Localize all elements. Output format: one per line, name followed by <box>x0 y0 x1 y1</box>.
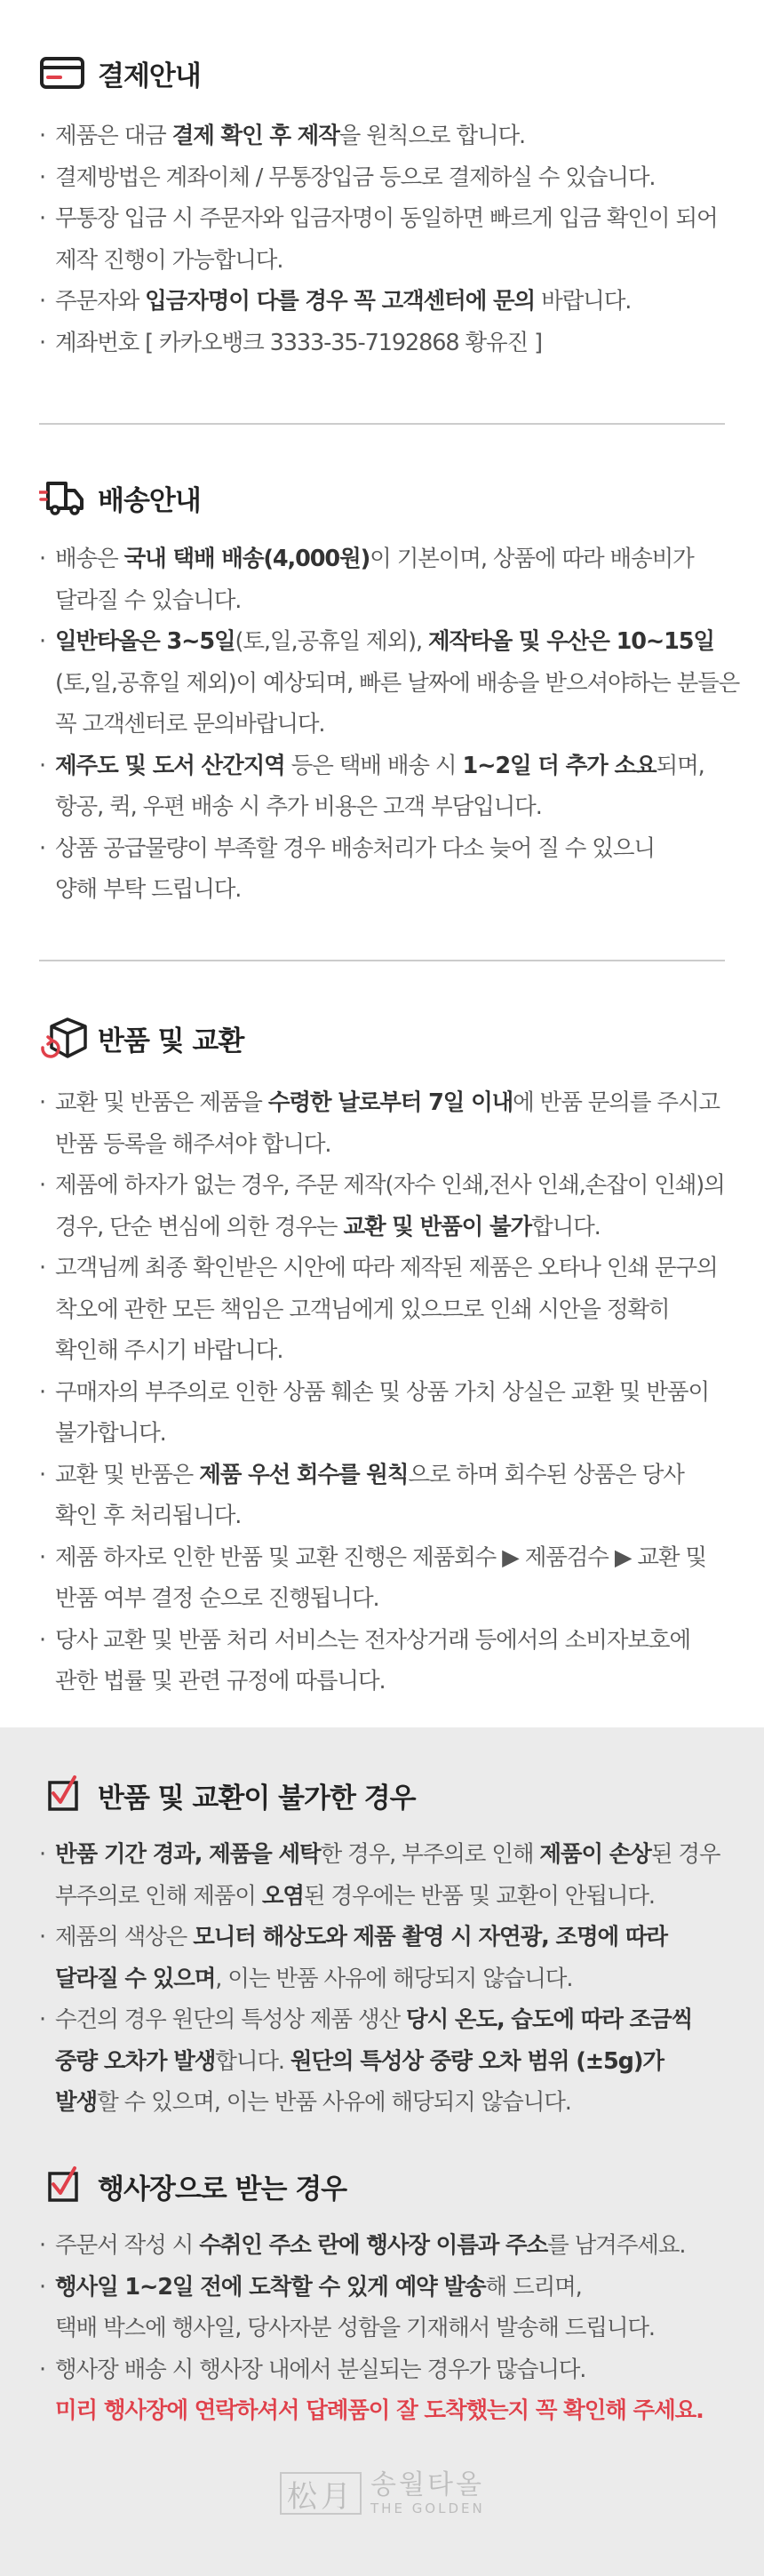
text-run: (토,일,공휴일 제외)이 예상되며, 빠른 날짜에 배송을 받으셔야하는 분들은 <box>55 669 740 697</box>
text-run: 등은 택배 배송 시 <box>284 752 463 779</box>
list-item <box>39 1620 725 1703</box>
list-item-line <box>55 1917 725 1958</box>
list-item-line <box>55 2082 725 2124</box>
text-run: 교환 및 반품은 <box>55 1461 200 1488</box>
bold-text: 국내 택배 배송(4,000원) <box>123 546 370 572</box>
bold-text: 제품 우선 회수를 원칙 <box>199 1461 409 1488</box>
payment-header <box>39 46 725 100</box>
text-run: 항공, 퀵, 우편 배송 시 추가 비용은 고객 부담입니다. <box>55 794 542 820</box>
list-item-line <box>55 1834 725 1876</box>
returns-title: 반품 및 교환 <box>98 1025 244 1057</box>
list-item-line <box>55 1661 725 1703</box>
text-run: 제품의 색상은 <box>55 1924 194 1950</box>
shipping-list <box>39 538 740 911</box>
list-item <box>39 828 725 911</box>
list-item-line <box>55 1289 725 1331</box>
list-item-line <box>55 2225 725 2267</box>
returns-header <box>39 1011 725 1065</box>
text-run: 바랍니다. <box>535 288 632 315</box>
list-item <box>39 1917 725 1999</box>
logo-names <box>370 2470 485 2516</box>
logo-mark: 松月 <box>280 2472 362 2515</box>
list-item-line <box>55 1330 725 1372</box>
list-item-line <box>55 1372 725 1414</box>
text-run: 제품에 하자가 없는 경우, 주문 제작(자수 인쇄,전사 인쇄,손잡이 인쇄)의 <box>55 1172 725 1199</box>
list-item-line <box>55 828 725 870</box>
list-item-line <box>55 1082 725 1124</box>
text-run: 된 경우 <box>650 1841 720 1868</box>
list-item-line <box>55 2349 725 2391</box>
divider-1 <box>39 423 725 425</box>
list-item-line <box>55 1413 725 1455</box>
bold-text: 입금자명이 다를 경우 꼭 고객센터에 문의 <box>145 288 536 315</box>
list-item-line <box>55 281 725 323</box>
delivery-truck-icon <box>39 473 89 522</box>
text-run: 확인 후 처리됩니다. <box>55 1503 242 1529</box>
bold-text: 중량 오차가 발생 <box>55 2047 216 2075</box>
text-run: 배송은 <box>55 546 124 572</box>
shipping-header <box>39 471 725 524</box>
text-run: 결제방법은 계좌이체 / 무통장입금 등으로 결제하실 수 있습니다. <box>55 163 656 191</box>
list-item <box>39 1455 725 1537</box>
text-run: 꼭 고객센터로 문의바랍니다. <box>55 711 325 738</box>
text-run: 무통장 입금 시 주문자와 입금자명이 동일하면 빠르게 입금 확인이 되어 <box>55 205 718 232</box>
not-allowed-list <box>39 1834 725 2124</box>
text-run: 당사 교환 및 반품 처리 서비스는 전자상거래 등에서의 소비자보호에 <box>55 1626 690 1654</box>
bold-text: 결제 확인 후 제작 <box>171 123 339 149</box>
bold-text: 제작타올 및 우산은 10~15일 <box>428 628 714 655</box>
text-run: 을 원칙으로 합니다. <box>338 123 526 149</box>
text-run: , 이는 반품 사유에 해당되지 않습니다. <box>215 1965 573 1992</box>
text-run: 경우, 단순 변심에 의한 경우는 <box>55 1213 344 1240</box>
list-item-line <box>55 1124 725 1166</box>
list-item-line <box>55 538 725 580</box>
text-run: 확인해 주시기 바랍니다. <box>55 1337 283 1364</box>
list-item-line <box>55 2390 725 2432</box>
list-item-line <box>55 869 725 911</box>
not-allowed-title: 반품 및 교환이 불가한 경우 <box>98 1782 416 1814</box>
text-run: 행사장 배송 시 행사장 내에서 분실되는 경우가 많습니다. <box>55 2356 586 2383</box>
text-run: 관한 법률 및 관련 규정에 따릅니다. <box>55 1668 386 1695</box>
text-run: 계좌번호 [ 카카오뱅크 3333-35-7192868 황유진 ] <box>55 329 542 356</box>
list-item-line <box>55 2267 725 2309</box>
text-run: 착오에 관한 모든 책임은 고객님에게 있으므로 인쇄 시안을 정확히 <box>55 1296 670 1323</box>
credit-card-icon <box>39 48 89 98</box>
text-run: 를 남겨주세요. <box>547 2232 686 2259</box>
list-item-line <box>55 1455 725 1496</box>
venue-list <box>39 2225 725 2432</box>
list-item-line <box>55 1165 725 1207</box>
list-item-line <box>55 240 725 282</box>
checkbox-icon <box>39 1770 89 1820</box>
list-item <box>39 1834 725 1917</box>
logo-name-ko: 송월타올 <box>370 2469 484 2500</box>
list-item <box>39 157 725 199</box>
list-item <box>39 2267 725 2349</box>
text-run: 제품 하자로 인한 반품 및 교환 진행은 제품회수 ▶ 제품검수 ▶ 교환 및 <box>55 1543 706 1571</box>
list-item-line <box>55 786 725 828</box>
text-run: 교환 및 반품은 제품을 <box>55 1089 268 1116</box>
text-run: 상품 공급물량이 부족할 경우 배송처리가 다소 늦어 질 수 있으니 <box>55 834 655 862</box>
list-item-line <box>55 704 725 746</box>
list-item <box>39 116 725 157</box>
text-run: 제작 진행이 가능합니다. <box>55 246 283 274</box>
text-run: 부주의로 인해 제품이 <box>55 1882 262 1910</box>
bold-text: 일반타올은 3~5일 <box>55 628 235 655</box>
bold-text: 교환 및 반품이 불가 <box>343 1213 532 1240</box>
highlight-text: 미리 행사장에 연락하셔서 답례품이 잘 도착했는지 꼭 확인해 주세요. <box>55 2397 704 2424</box>
bold-text: 오염 <box>261 1882 304 1910</box>
list-item <box>39 621 740 746</box>
bold-text: 당시 온도, 습도에 따라 조금씩 <box>406 2006 693 2033</box>
list-item-line <box>55 1248 725 1289</box>
text-run: (토,일,공휴일 제외), <box>235 628 428 655</box>
text-run: 수건의 경우 원단의 특성상 제품 생산 <box>55 2006 407 2033</box>
list-item-line <box>55 2041 725 2083</box>
list-item-line <box>55 157 725 199</box>
text-run: 주문서 작성 시 <box>55 2232 200 2259</box>
list-item <box>39 1372 725 1455</box>
list-item-line <box>55 1578 725 1620</box>
list-item-line <box>55 663 740 705</box>
not-allowed-section <box>0 1768 764 2124</box>
text-run: 합니다. <box>531 1213 601 1240</box>
text-run: 된 경우에는 반품 및 교환이 안됩니다. <box>303 1882 655 1910</box>
text-run: 에 반품 문의를 주시고 <box>513 1089 720 1116</box>
payment-section <box>0 46 764 363</box>
payment-list <box>39 116 725 363</box>
list-item <box>39 323 725 364</box>
returns-list <box>39 1082 725 1703</box>
bold-text: 반품 기간 경과, 제품을 세탁 <box>55 1841 321 1868</box>
text-run: 해 드리며, <box>485 2273 582 2301</box>
bold-text: 원단의 특성상 중량 오차 범위 (±5g)가 <box>290 2047 664 2075</box>
list-item-line <box>55 621 725 663</box>
text-run: 고객님께 최종 확인받은 시안에 따라 제작된 제품은 오타나 인쇄 문구의 <box>55 1255 718 1281</box>
list-item <box>39 1165 725 1248</box>
bold-text: 수령한 날로부터 7일 이내 <box>267 1089 513 1116</box>
venue-title: 행사장으로 받는 경우 <box>98 2173 347 2205</box>
list-item <box>39 198 725 281</box>
list-item <box>39 281 725 323</box>
return-box-icon <box>39 1013 89 1063</box>
text-run: 할 수 있으며, 이는 반품 사유에 해당되지 않습니다. <box>97 2089 571 2116</box>
text-run: 달라질 수 있습니다. <box>55 586 242 614</box>
list-item <box>39 1248 725 1372</box>
bold-text: 1~2일 더 추가 소요 <box>462 752 657 779</box>
list-item <box>39 746 725 828</box>
payment-title: 결제안내 <box>98 60 201 92</box>
list-item-line <box>55 1999 725 2041</box>
text-run: 제품은 대금 <box>55 123 172 149</box>
list-item <box>39 1537 725 1620</box>
text-run: 으로 하며 회수된 상품은 당사 <box>408 1461 684 1488</box>
list-item-line <box>55 198 725 240</box>
checkbox-icon <box>39 2161 89 2211</box>
bold-text: 제주도 및 도서 산간지역 <box>55 752 285 779</box>
list-item-line <box>55 323 725 364</box>
text-run: 불가합니다. <box>55 1420 166 1447</box>
list-item-line <box>55 1620 725 1662</box>
text-run: 주문자와 <box>55 288 146 315</box>
text-run: 택배 박스에 행사일, 당사자분 성함을 기재해서 발송해 드립니다. <box>55 2315 655 2341</box>
list-item <box>39 538 725 621</box>
bold-text: 모니터 해상도와 제품 촬영 시 자연광, 조명에 따라 <box>193 1924 667 1950</box>
list-item-line <box>55 1207 725 1248</box>
text-run: 되며, <box>656 752 704 779</box>
bold-text: 행사일 1~2일 전에 도착할 수 있게 예약 발송 <box>55 2273 486 2301</box>
not-allowed-header <box>39 1768 725 1822</box>
venue-section <box>0 2159 764 2432</box>
text-run: 한 경우, 부주의로 인해 <box>320 1841 540 1868</box>
list-item-line <box>55 1876 725 1918</box>
text-run: 합니다. <box>215 2047 290 2075</box>
list-item-line <box>55 1537 725 1579</box>
text-run: 반품 등록을 해주셔야 합니다. <box>55 1130 331 1158</box>
list-item-line <box>55 580 725 622</box>
bold-text: 수취인 주소 란에 행사장 이름과 주소 <box>199 2232 548 2259</box>
text-run: 반품 여부 결정 순으로 진행됩니다. <box>55 1585 379 1612</box>
brand-logo <box>280 2470 485 2516</box>
list-item-line <box>55 116 725 157</box>
text-run: 양해 부탁 드립니다. <box>55 876 242 903</box>
shipping-title: 배송안내 <box>98 484 201 517</box>
bold-text: 달라질 수 있으며 <box>55 1965 216 1992</box>
bold-text: 제품이 손상 <box>539 1841 651 1868</box>
logo-name-en: THE GOLDEN <box>370 2500 485 2516</box>
list-item-line <box>55 1958 725 2000</box>
list-item-line <box>55 2308 725 2349</box>
list-item <box>39 2225 725 2267</box>
list-item-line <box>55 746 725 787</box>
text-run: 구매자의 부주의로 인한 상품 훼손 및 상품 가치 상실은 교환 및 반품이 <box>55 1378 709 1406</box>
list-item <box>39 1999 725 2124</box>
list-item-line <box>55 1495 725 1537</box>
list-item <box>39 2349 725 2432</box>
divider-2 <box>39 960 725 961</box>
venue-header <box>39 2159 725 2213</box>
text-run: 이 기본이며, 상품에 따라 배송비가 <box>370 546 694 572</box>
returns-section <box>0 1011 764 1703</box>
shipping-section <box>0 471 764 911</box>
list-item <box>39 1082 725 1165</box>
bold-text: 발생 <box>55 2089 98 2116</box>
